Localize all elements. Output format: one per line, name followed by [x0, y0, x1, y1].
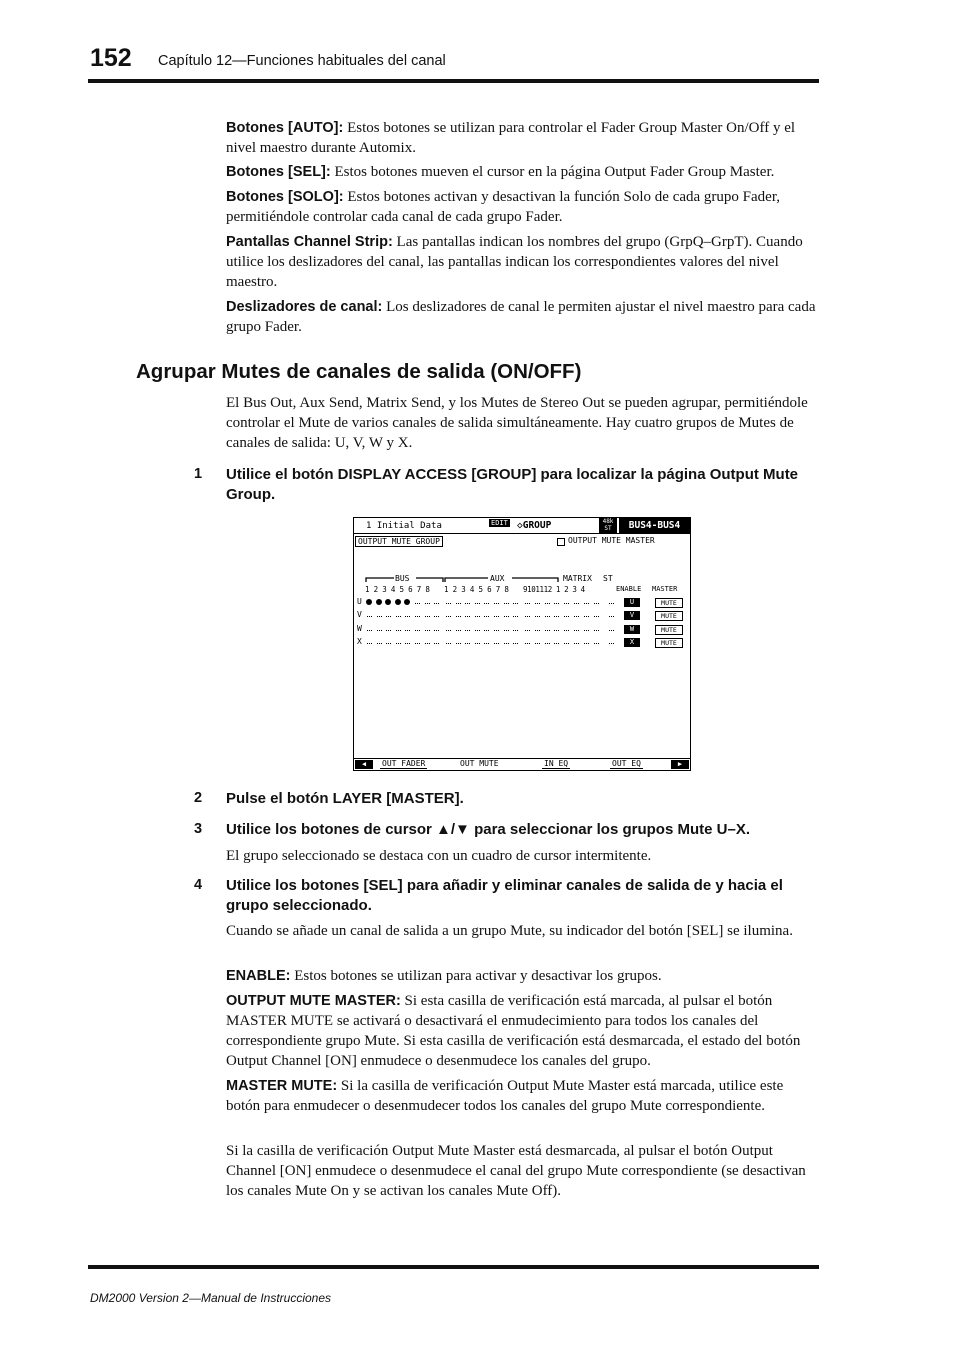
master-mute-button-w[interactable]: MUTE: [655, 625, 683, 635]
channel-unassigned-icon: [475, 630, 480, 632]
definition-sel: [226, 162, 820, 182]
enable-button-x[interactable]: X: [624, 638, 640, 647]
tab-out-eq[interactable]: OUT EQ: [612, 759, 641, 768]
channel-unassigned-icon: [456, 603, 461, 605]
channel-assigned-icon: [376, 599, 382, 605]
lcd-aux-numbers: 1 2 3 4 5 6 7 8: [444, 585, 509, 594]
channel-unassigned-icon: [475, 643, 480, 645]
channel-unassigned-icon: [494, 630, 499, 632]
channel-unassigned-icon: [405, 630, 410, 632]
tab-scroll-left-icon[interactable]: ◀: [355, 760, 373, 769]
channel-unassigned-icon: [504, 643, 509, 645]
lcd-master-label: MASTER: [652, 585, 678, 593]
channel-unassigned-icon: [456, 630, 461, 632]
lcd-row-label: X: [357, 636, 362, 646]
enable-button-w[interactable]: W: [624, 625, 640, 634]
channel-unassigned-icon: [434, 603, 439, 605]
definition-term: MASTER MUTE:: [226, 1078, 338, 1094]
channel-unassigned-icon: [574, 603, 579, 605]
channel-unassigned-icon: [594, 603, 599, 605]
definition-text: Estos botones mueven el cursor en la página Output Fader Group Master.: [330, 164, 775, 180]
lcd-group-title: ◇GROUP: [517, 520, 552, 531]
master-mute-button-u[interactable]: MUTE: [655, 598, 683, 608]
channel-unassigned-icon: [425, 630, 430, 632]
channel-unassigned-icon: [554, 643, 559, 645]
lcd-bus-pair: BUS4-BUS4: [619, 518, 690, 533]
channel-unassigned-icon: [425, 603, 430, 605]
channel-unassigned-icon: [609, 616, 614, 618]
channel-unassigned-icon: [484, 603, 489, 605]
master-mute-button-v[interactable]: MUTE: [655, 611, 683, 621]
channel-unassigned-icon: [513, 643, 518, 645]
step-number: 3: [194, 821, 203, 837]
channel-unassigned-icon: [574, 630, 579, 632]
channel-unassigned-icon: [525, 643, 530, 645]
channel-unassigned-icon: [535, 603, 540, 605]
lcd-fs-rate: 48k: [602, 518, 614, 525]
definition-term: Botones [SOLO]:: [226, 189, 344, 205]
channel-unassigned-icon: [504, 630, 509, 632]
definition-channel-strip: [226, 232, 820, 292]
lcd-edit-indicator: EDIT: [491, 519, 508, 527]
page-number: 152: [90, 44, 132, 72]
step-number: 4: [194, 877, 203, 893]
channel-unassigned-icon: [494, 616, 499, 618]
channel-unassigned-icon: [484, 643, 489, 645]
channel-unassigned-icon: [425, 616, 430, 618]
channel-unassigned-icon: [446, 616, 451, 618]
definition-text: Estos botones se utilizan para activar y desactivar los grupos.: [290, 968, 662, 984]
definition-text: Estos botones se utilizan para controlar el Fader Group Master On/Off y el nivel maestro durante Automix.: [226, 120, 796, 156]
channel-unassigned-icon: [535, 616, 540, 618]
channel-unassigned-icon: [367, 630, 372, 632]
channel-assigned-icon: [395, 599, 401, 605]
channel-unassigned-icon: [574, 643, 579, 645]
final-paragraph: Si la casilla de verificación Output Mute Master está desmarcada, al pulsar el botón Output Channel [ON] enmudece o desenmudece el canal del grupo Mute correspondiente (se desactivan los canales Mute On y se activan los canales Mute Off).: [226, 1143, 806, 1199]
channel-unassigned-icon: [405, 616, 410, 618]
channel-unassigned-icon: [594, 616, 599, 618]
channel-unassigned-icon: [367, 643, 372, 645]
output-mute-master-label: OUTPUT MUTE MASTER: [568, 536, 655, 545]
channel-unassigned-icon: [465, 643, 470, 645]
lcd-bus-label: BUS: [395, 574, 410, 583]
master-mute-button-x[interactable]: MUTE: [655, 638, 683, 648]
channel-unassigned-icon: [396, 630, 401, 632]
channel-unassigned-icon: [484, 616, 489, 618]
channel-unassigned-icon: [405, 643, 410, 645]
channel-unassigned-icon: [564, 643, 569, 645]
channel-unassigned-icon: [525, 616, 530, 618]
definition-text: Las pantallas indican los nombres del grupo (GrpQ–GrpT). Cuando utilice los deslizadores del canal, las pantallas indican los correspondientes valores del nivel maestro.: [226, 234, 803, 290]
channel-unassigned-icon: [609, 643, 614, 645]
definition-master-mute: [226, 1076, 820, 1116]
channel-unassigned-icon: [513, 630, 518, 632]
step-text: Utilice los botones de cursor ▲/▼ para seleccionar los grupos Mute U–X.: [226, 821, 750, 838]
lcd-scene-name: 1 Initial Data: [366, 521, 442, 531]
enable-button-u[interactable]: U: [624, 598, 640, 607]
channel-unassigned-icon: [386, 616, 391, 618]
definition-term: Deslizadores de canal:: [226, 299, 383, 315]
channel-unassigned-icon: [594, 630, 599, 632]
channel-unassigned-icon: [475, 603, 480, 605]
channel-unassigned-icon: [545, 603, 550, 605]
definition-solo: [226, 187, 820, 227]
definition-text: Si la casilla de verificación Output Mute Master está marcada, utilice este botón para enmudecer o desenmudecer todos los canales del grupo Mute correspondiente.: [226, 1078, 784, 1114]
lcd-row-label: W: [357, 623, 362, 633]
channel-unassigned-icon: [494, 643, 499, 645]
chapter-title: Capítulo 12—Funciones habituales del canal: [158, 53, 446, 69]
channel-unassigned-icon: [554, 603, 559, 605]
channel-unassigned-icon: [484, 630, 489, 632]
step-text: Utilice el botón DISPLAY ACCESS [GROUP] para localizar la página Output Mute Group.: [226, 466, 799, 503]
channel-unassigned-icon: [377, 643, 382, 645]
channel-unassigned-icon: [513, 616, 518, 618]
definition-auto: [226, 118, 820, 158]
definition-term: Botones [SEL]:: [226, 164, 331, 180]
channel-unassigned-icon: [525, 630, 530, 632]
footer-rule: [88, 1265, 819, 1269]
definition-text: Estos botones activan y desactivan la función Solo de cada grupo Fader, permitiéndole controlar cada canal de cada grupo Fader.: [226, 189, 780, 225]
footer-text: DM2000 Version 2—Manual de Instrucciones: [90, 1291, 332, 1305]
channel-unassigned-icon: [535, 643, 540, 645]
channel-unassigned-icon: [584, 603, 589, 605]
channel-unassigned-icon: [415, 603, 420, 605]
definition-enable: [226, 966, 820, 986]
definition-term: ENABLE:: [226, 968, 291, 984]
step-number: 1: [194, 466, 203, 482]
definition-term: Pantallas Channel Strip:: [226, 234, 393, 250]
channel-unassigned-icon: [609, 603, 614, 605]
channel-unassigned-icon: [465, 603, 470, 605]
channel-unassigned-icon: [456, 616, 461, 618]
channel-unassigned-icon: [545, 643, 550, 645]
channel-unassigned-icon: [465, 616, 470, 618]
definition-faders: [226, 297, 820, 337]
channel-unassigned-icon: [377, 630, 382, 632]
tab-scroll-right-icon[interactable]: ▶: [671, 760, 689, 769]
channel-assigned-icon: [404, 599, 410, 605]
channel-unassigned-icon: [504, 616, 509, 618]
definition-text: Los deslizadores de canal le permiten ajustar el nivel maestro para cada grupo Fader.: [226, 299, 816, 335]
channel-unassigned-icon: [475, 616, 480, 618]
channel-unassigned-icon: [367, 616, 372, 618]
section-intro: El Bus Out, Aux Send, Matrix Send, y los Mutes de Stereo Out se pueden agrupar, permitiéndole controlar el Mute de varios canales de salida simultáneamente. Hay cuatro grupos de Mutes de canales de salida: U, V, W y X.: [226, 395, 808, 451]
channel-unassigned-icon: [584, 630, 589, 632]
channel-unassigned-icon: [386, 643, 391, 645]
lcd-enable-label: ENABLE: [616, 585, 642, 593]
definition-text: Si esta casilla de verificación está marcada, al pulsar el botón MASTER MUTE se activará o desactivará el enmudecimiento para todos los canales del correspondiente grupo Mute. Si esta casilla de verificación está desmarcada, el estado del botón Output Channel [ON] enmudece o desenmudece los canales del grupo.: [226, 993, 801, 1069]
channel-unassigned-icon: [434, 630, 439, 632]
lcd-fs-mode: ST: [604, 525, 612, 532]
definition-output-mute-master: [226, 991, 820, 1071]
header-rule: [88, 79, 819, 83]
step-text: Pulse el botón LAYER [MASTER].: [226, 790, 464, 807]
lcd-page-title: OUTPUT MUTE GROUP: [355, 536, 443, 547]
lcd-st-label: ST: [603, 574, 613, 583]
channel-unassigned-icon: [425, 643, 430, 645]
channel-unassigned-icon: [446, 643, 451, 645]
channel-unassigned-icon: [396, 616, 401, 618]
channel-unassigned-icon: [545, 616, 550, 618]
channel-unassigned-icon: [513, 603, 518, 605]
channel-unassigned-icon: [434, 616, 439, 618]
section-heading: Agrupar Mutes de canales de salida (ON/OFF): [136, 360, 582, 383]
channel-assigned-icon: [366, 599, 372, 605]
channel-unassigned-icon: [525, 603, 530, 605]
definition-term: OUTPUT MUTE MASTER:: [226, 993, 401, 1009]
channel-unassigned-icon: [456, 643, 461, 645]
channel-unassigned-icon: [504, 603, 509, 605]
enable-button-v[interactable]: V: [624, 611, 640, 620]
lcd-bus-numbers: 1 2 3 4 5 6 7 8: [365, 585, 430, 594]
channel-unassigned-icon: [415, 643, 420, 645]
channel-unassigned-icon: [434, 643, 439, 645]
lcd-screen: [353, 517, 691, 771]
channel-unassigned-icon: [564, 630, 569, 632]
channel-unassigned-icon: [564, 603, 569, 605]
tab-out-fader[interactable]: OUT FADER: [382, 759, 426, 768]
step-number: 2: [194, 790, 203, 806]
lcd-row-label: V: [357, 610, 362, 620]
channel-unassigned-icon: [386, 630, 391, 632]
step-note: El grupo seleccionado se destaca con un cuadro de cursor intermitente.: [226, 848, 652, 864]
lcd-row-label: U: [357, 597, 362, 606]
tab-in-eq[interactable]: IN EQ: [544, 759, 569, 768]
tab-out-mute[interactable]: OUT MUTE: [460, 759, 499, 768]
step-note: Cuando se añade un canal de salida a un grupo Mute, su indicador del botón [SEL] se ilumina.: [226, 923, 793, 939]
channel-unassigned-icon: [415, 616, 420, 618]
channel-unassigned-icon: [545, 630, 550, 632]
channel-unassigned-icon: [554, 616, 559, 618]
step-text: Utilice los botones [SEL] para añadir y eliminar canales de salida de y hacia el grupo seleccionado.: [226, 877, 783, 914]
channel-unassigned-icon: [465, 630, 470, 632]
channel-unassigned-icon: [494, 603, 499, 605]
channel-unassigned-icon: [415, 630, 420, 632]
definition-term: Botones [AUTO]:: [226, 120, 344, 136]
lcd-aux-label: AUX: [490, 574, 505, 583]
channel-unassigned-icon: [446, 603, 451, 605]
channel-unassigned-icon: [574, 616, 579, 618]
lcd-matrix-label: MATRIX: [563, 574, 592, 583]
channel-unassigned-icon: [584, 616, 589, 618]
channel-unassigned-icon: [446, 630, 451, 632]
channel-unassigned-icon: [554, 630, 559, 632]
channel-unassigned-icon: [564, 616, 569, 618]
channel-unassigned-icon: [535, 630, 540, 632]
channel-assigned-icon: [385, 599, 391, 605]
channel-unassigned-icon: [609, 630, 614, 632]
channel-unassigned-icon: [377, 616, 382, 618]
channel-unassigned-icon: [396, 643, 401, 645]
channel-unassigned-icon: [584, 643, 589, 645]
channel-unassigned-icon: [594, 643, 599, 645]
lcd-matrix-numbers: 9101112 1 2 3 4: [523, 585, 585, 594]
